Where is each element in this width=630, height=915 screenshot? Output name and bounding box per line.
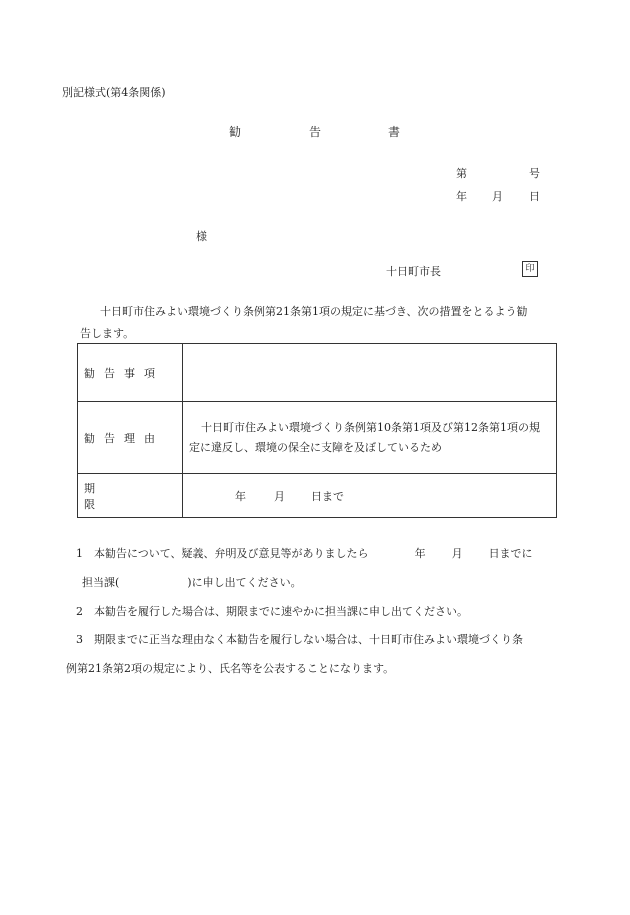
title-char-1: 勧 [229, 125, 242, 139]
note-1-month: 月 [451, 547, 463, 560]
intro-line-1: 十日町市住みよい環境づくり条例第21条第1項の規定に基づき、次の措置をとるよう勧 [100, 305, 528, 318]
note-1-line-2 [82, 574, 302, 590]
note-1-dept-prefix: 担当課( [82, 576, 120, 589]
header-recommendation-reason [78, 402, 183, 474]
deadline-month: 月 [274, 489, 285, 503]
header-char: 由 [144, 431, 155, 445]
header-deadline [78, 474, 183, 518]
header-char: 理 [124, 431, 135, 445]
note-1-year: 年 [414, 547, 426, 560]
form-label: 別記様式(第4条関係) [62, 86, 166, 99]
recipient-suffix: 様 [196, 230, 207, 243]
recommendation-reason-value [183, 402, 557, 474]
title-char-2: 告 [309, 125, 322, 139]
header-char: 告 [104, 366, 115, 380]
seal-mark: 印 [522, 261, 538, 277]
reason-line-1: 十日町市住みよい環境づくり条例第10条第1項及び第12条第1項の規 [201, 420, 540, 434]
deadline-day: 日まで [311, 489, 344, 503]
issuer-name: 十日町市長 [386, 265, 441, 278]
header-char: 勧 [84, 431, 95, 445]
reason-line-2: 定に違反し、環境の保全に支障を及ぼしているため [189, 440, 442, 454]
note-1-dept-suffix: )に申し出てください。 [187, 576, 302, 589]
header-recommendation-items [78, 344, 183, 402]
header-char: 告 [104, 431, 115, 445]
number-dai: 第 [456, 167, 467, 180]
note-1-text: 1 本勧告について、疑義、弁明及び意見等がありましたら [76, 547, 369, 560]
header-char: 限 [84, 497, 95, 511]
header-char: 期 [84, 481, 95, 495]
table-row [78, 402, 557, 474]
recommendation-table [77, 343, 557, 518]
note-1-line-1 [76, 545, 533, 561]
table-row [78, 344, 557, 402]
note-3-line-1: 3 期限までに正当な理由なく本勧告を履行しない場合は、十日町市住みよい環境づくり条 [76, 633, 523, 646]
table-row [78, 474, 557, 518]
note-3-line-2: 例第21条第2項の規定により、氏名等を公表することになります。 [66, 662, 395, 675]
date-year: 年 [456, 190, 467, 203]
intro-line-2: 告します。 [80, 327, 135, 340]
header-char: 勧 [84, 366, 95, 380]
note-1-day: 日までに [488, 547, 533, 560]
title-char-3: 書 [388, 125, 401, 139]
intro-paragraph [80, 301, 558, 345]
number-go: 号 [529, 167, 540, 180]
deadline-year: 年 [235, 489, 246, 503]
recommendation-items-value [183, 344, 557, 402]
date-day: 日 [529, 190, 540, 203]
header-char: 事 [124, 366, 135, 380]
date-month: 月 [492, 190, 503, 203]
deadline-value [183, 474, 557, 518]
note-2: 2 本勧告を履行した場合は、期限までに速やかに担当課に申し出てください。 [76, 605, 468, 618]
header-char: 項 [144, 366, 155, 380]
